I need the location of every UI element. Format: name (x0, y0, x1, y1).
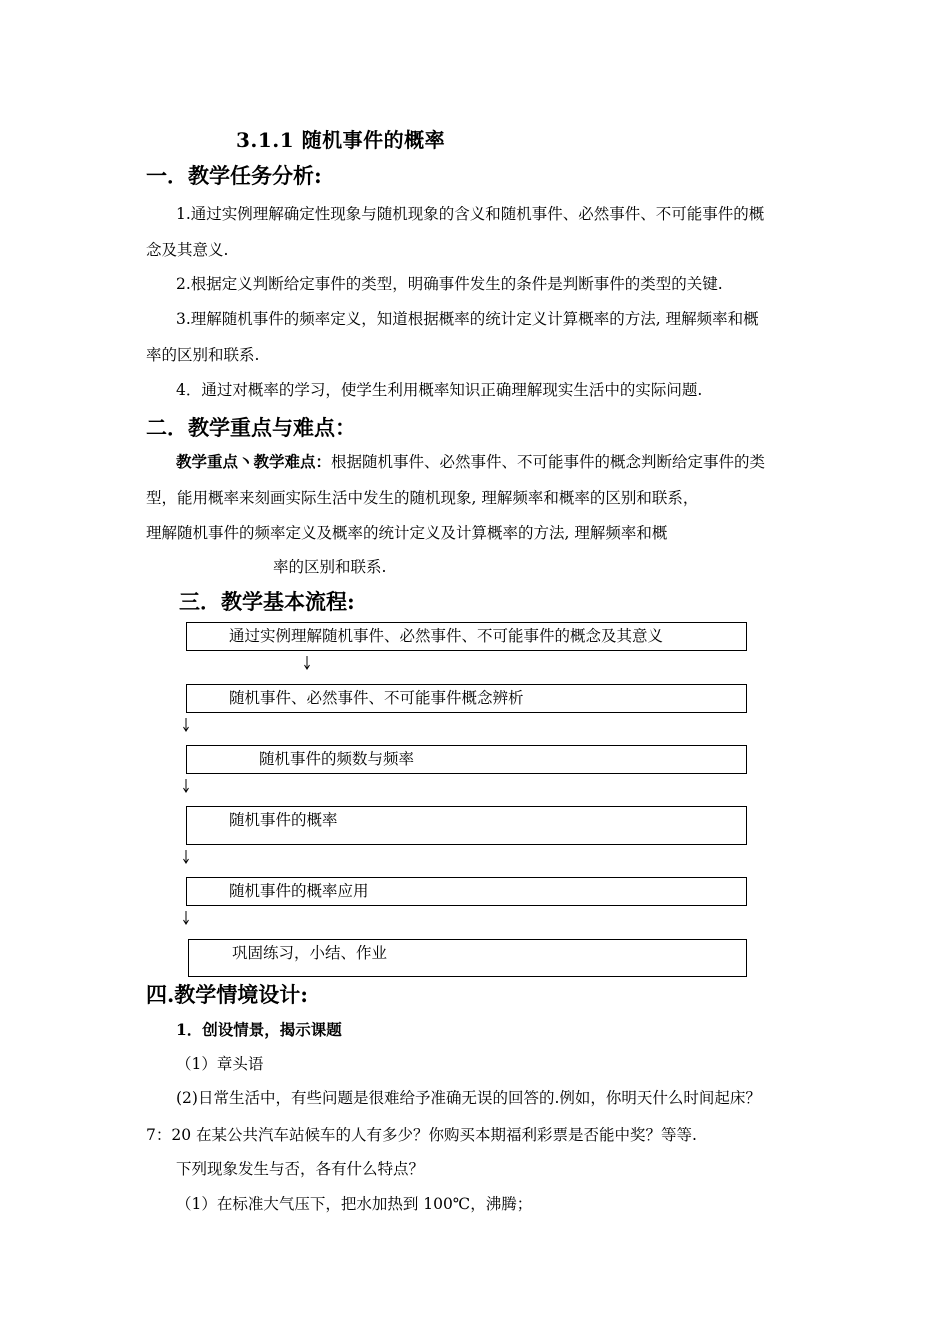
sec1-item-1-line-2: 念及其意义. (146, 241, 229, 259)
sec4-line-5: （1）在标准大气压下，把水加热到 100℃，沸腾； (176, 1195, 533, 1213)
flow-step-2 (186, 684, 747, 713)
sec2-line-1 (176, 450, 765, 472)
arrow-down-icon (181, 911, 191, 925)
flow-step-4 (186, 806, 747, 845)
sec4-line-2: (2)日常生活中，有些问题是很难给予准确无误的回答的.例如，你明天什么时间起床？ (176, 1089, 761, 1107)
arrow-down-icon (181, 718, 191, 732)
sec1-item-3-line-2: 率的区别和联系. (146, 346, 260, 364)
flow-step-3 (186, 745, 747, 774)
sec2-line-3: 理解随机事件的频率定义及概率的统计定义及计算概率的方法, 理解频率和概 (146, 524, 668, 542)
section-1-heading: 一．教学任务分析: (146, 163, 322, 188)
flow-step-4-label: 随机事件的概率 (229, 811, 338, 829)
sec1-item-1-line-1: 1.通过实例理解确定性现象与随机现象的含义和随机事件、必然事件、不可能事件的概 (176, 205, 765, 223)
flow-step-6 (188, 939, 747, 977)
sec4-line-3: 7：20 在某公共汽车站候车的人有多少？你购买本期福利彩票是否能中奖？等等. (146, 1126, 697, 1144)
sec2-label: 教学重点丶教学难点： (176, 452, 332, 471)
flow-step-1-label: 通过实例理解随机事件、必然事件、不可能事件的概念及其意义 (229, 627, 664, 645)
sec1-item-2: 2.根据定义判断给定事件的类型，明确事件发生的条件是判断事件的类型的关键. (176, 275, 723, 293)
section-2-heading: 二．教学重点与难点： (146, 415, 356, 440)
flow-step-5 (186, 877, 747, 906)
flow-step-1 (186, 622, 747, 651)
sec4-subheading: 1．创设情景，揭示课题 (176, 1020, 342, 1039)
sec4-line-1: （1）章头语 (176, 1055, 264, 1073)
arrow-down-icon (302, 656, 312, 670)
sec2-line-2: 型，能用概率来刻画实际生活中发生的随机现象, 理解频率和概率的区别和联系， (146, 489, 699, 507)
sec2-line-4: 率的区别和联系. (273, 558, 387, 576)
sec1-item-3-line-1: 3.理解随机事件的频率定义，知道根据概率的统计定义计算概率的方法, 理解频率和概 (176, 310, 759, 328)
flow-step-3-label: 随机事件的频数与频率 (259, 750, 415, 768)
sec4-line-4: 下列现象发生与否，各有什么特点？ (176, 1160, 425, 1178)
flow-step-5-label: 随机事件的概率应用 (229, 882, 369, 900)
sec2-line-1-text: 根据随机事件、必然事件、不可能事件的概念判断给定事件的类 (331, 453, 766, 471)
section-3-heading: 三．教学基本流程: (179, 589, 355, 614)
arrow-down-icon (181, 850, 191, 864)
arrow-down-icon (181, 779, 191, 793)
flow-step-2-label: 随机事件、必然事件、不可能事件概念辨析 (229, 689, 524, 707)
flow-step-6-label: 巩固练习，小结、作业 (232, 944, 388, 962)
section-4-heading: 四.教学情境设计: (146, 982, 309, 1007)
sec1-item-4: 4．通过对概率的学习，使学生利用概率知识正确理解现实生活中的实际问题. (176, 381, 703, 399)
page-title: 3.1.1 随机事件的概率 (236, 128, 446, 152)
